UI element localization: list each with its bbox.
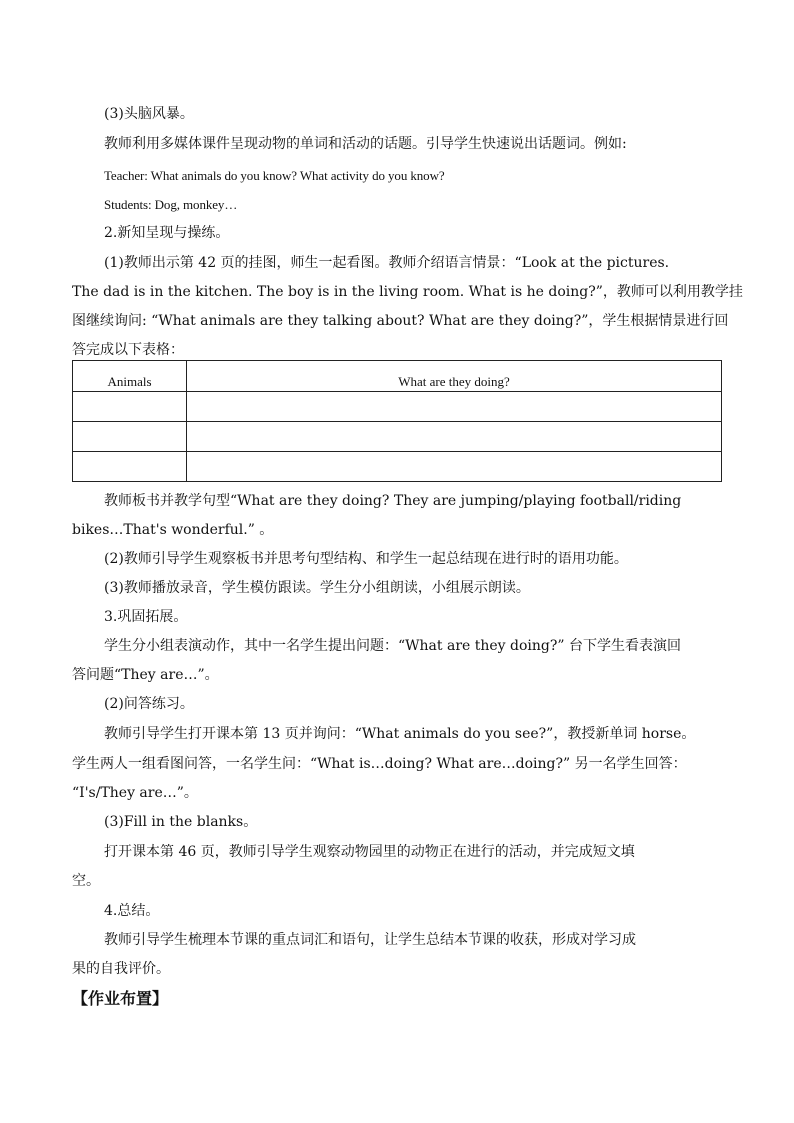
paragraph-text: 果的自我评价。	[72, 961, 170, 977]
paragraph-text: 答问题“They are…”。	[72, 667, 219, 683]
paragraph-text: 教师引导学生打开课本第 13 页并询问：“What animals do you see?”，教授新单词 horse。	[104, 726, 696, 742]
paragraph-text: (2)教师引导学生观察板书并思考句型结构、和学生一起总结现在进行时的语用功能。	[104, 551, 628, 567]
teacher-dialogue: Teacher: What animals do you know? What activity do you know?	[104, 168, 445, 183]
paragraph-text: (3)Fill in the blanks。	[104, 814, 258, 830]
column-header-activity: What are they doing?	[187, 361, 722, 392]
paragraph-text: (1)教师出示第 42 页的挂图，师生一起看图。教师介绍语言情景：“Look at the pictures.	[104, 255, 670, 271]
table-cell	[73, 392, 187, 422]
paragraph-text: 学生分小组表演动作，其中一名学生提出问题：“What are they doing?” 台下学生看表演回	[104, 638, 682, 654]
section-heading-2: 2.新知呈现与操练。	[104, 225, 230, 241]
table-cell	[73, 452, 187, 482]
table-cell	[187, 422, 722, 452]
paragraph-text: “I's/They are…”。	[72, 785, 198, 801]
paragraph-text: The dad is in the kitchen. The boy is in the living room. What is he doing?”，教师可以利用教学挂	[72, 284, 743, 300]
homework-heading: 【作业布置】	[72, 989, 169, 1008]
column-header-animals: Animals	[73, 361, 187, 392]
section-heading-3: 3.巩固拓展。	[104, 609, 188, 625]
table-row	[73, 422, 722, 452]
paragraph-text: 教师引导学生梳理本节课的重点词汇和语句，让学生总结本节课的收获，形成对学习成	[104, 932, 636, 948]
animals-activity-table	[72, 360, 722, 482]
table-cell	[187, 452, 722, 482]
paragraph-text: (3)教师播放录音，学生模仿跟读。学生分小组朗读，小组展示朗读。	[104, 580, 530, 596]
table-cell	[187, 392, 722, 422]
paragraph-text: 图继续询问: “What animals are they talking about? What are they doing?”，学生根据情景进行回	[72, 313, 729, 329]
paragraph-text: bikes…That's wonderful.” 。	[72, 522, 274, 538]
paragraph-text: 空。	[72, 873, 100, 889]
paragraph-text: 教师利用多媒体课件呈现动物的单词和活动的话题。引导学生快速说出话题词。例如:	[104, 136, 627, 152]
section-heading-4: 4.总结。	[104, 903, 160, 919]
paragraph-text: 学生两人一组看图问答，一名学生问：“What is…doing? What are…doing?” 另一名学生回答：	[72, 756, 687, 772]
table-cell	[73, 422, 187, 452]
table-row	[73, 452, 722, 482]
paragraph-text: 打开课本第 46 页，教师引导学生观察动物园里的动物正在进行的活动，并完成短文填	[104, 844, 635, 860]
brainstorm-heading: (3)头脑风暴。	[104, 106, 194, 122]
paragraph-text: 答完成以下表格：	[72, 342, 184, 358]
table-row	[73, 392, 722, 422]
paragraph-text: (2)问答练习。	[104, 696, 194, 712]
paragraph-text: 教师板书并教学句型“What are they doing? They are jumping/playing football/riding	[104, 493, 682, 509]
student-dialogue: Students: Dog, monkey…	[104, 197, 238, 212]
table-header-row	[73, 361, 722, 392]
